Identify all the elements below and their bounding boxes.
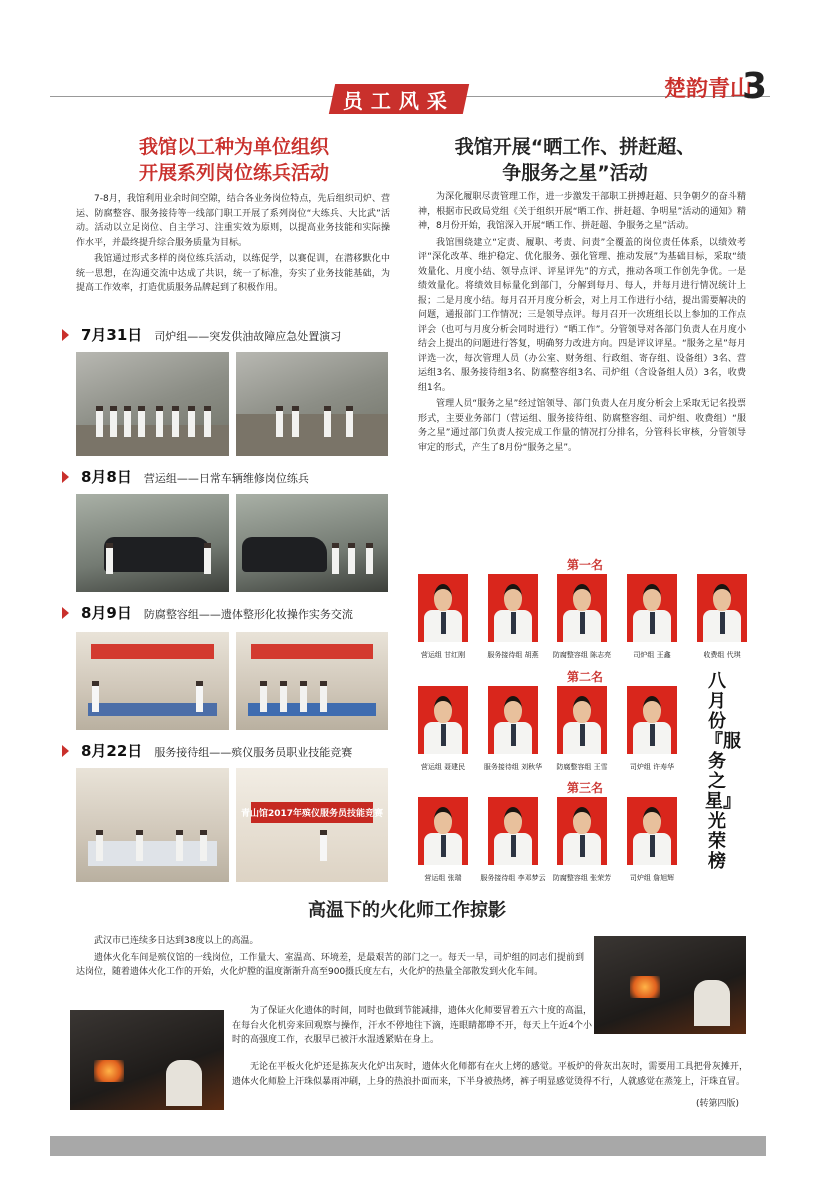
event-photo (76, 768, 229, 882)
staff-caption: 营运组 聂建民 (420, 763, 466, 771)
article2-title (420, 134, 730, 186)
cremation-photo (594, 936, 746, 1034)
event-photo (76, 352, 229, 456)
staff-portrait (488, 797, 538, 865)
arrow-icon (62, 471, 69, 483)
event-text: 防腐整容组——遗体整形化妆操作实务交流 (143, 608, 353, 621)
article1-title-line1: 我馆以工种为单位组织 (138, 136, 329, 158)
event-date: 8月22日 (81, 742, 143, 760)
article2-body (418, 190, 746, 457)
staff-portrait (488, 686, 538, 754)
staff-portrait (627, 686, 677, 754)
article2-paragraph: 我馆围绕建立“定责、履职、考责、问责”全覆盖的岗位责任体系，以绩效考评“深化改革、维护稳定、优化服务、强化管理、推动发展”为基础目标，采取“绩效量化、月度小结、领导点评、评星评先”的方式，推动各项工作创先争优。一是绩效量化。将绩效目标量化到部门，分解到每月、每人，并每月进行情况统计上报；二是月度小结。每月召开月度分析会，对上月工作进行小结，提出需要解决的问题，通报部门工作情况；三是领导点评。每月召开一次班组长以上参加的工作点评会（也可与月度分析会同时进行）“晒工作”。分管领导对各部门负责人在月度小结会上提出的问题进行答复，明确努力改进方向。四是评议评星。“服务之星”每月评选一次，每次管理人员（办公室、财务组、行政组、寄存组、设备组）3名、营运组3名、服务接待组3名、防腐整容组3名、司炉组（含设备组人员）3名，收费组1名。 (418, 237, 746, 393)
brand-logo-text: 楚韵青山 (664, 76, 753, 102)
article3-body-bottom (232, 1060, 748, 1091)
staff-caption: 防腐整容组 陈志亮 (552, 651, 612, 659)
staff-portrait (627, 574, 677, 642)
article3-title: 高温下的火化师工作掠影 (308, 900, 506, 921)
article1-title (76, 134, 392, 186)
cremation-photo (70, 1010, 224, 1110)
staff-caption: 防腐整容组 张荣芳 (552, 874, 612, 882)
staff-caption: 防腐整容组 王雪 (556, 763, 608, 771)
event-photo (236, 352, 388, 456)
event-text: 服务接待组——殡仪服务员职业技能竞赛 (154, 746, 353, 759)
honor-roll-title: 八月份『服务之星』光荣榜 (705, 671, 741, 872)
event-text: 司炉组——突发供油故障应急处置演习 (154, 330, 342, 343)
section-title: 员工风采 (343, 88, 455, 113)
staff-portrait (557, 574, 607, 642)
staff-caption: 营运组 甘红刚 (420, 651, 466, 659)
staff-caption: 司炉组 詹旭辉 (629, 874, 675, 882)
staff-portrait (627, 797, 677, 865)
event-heading (62, 602, 353, 623)
article2-paragraph: 管理人员“服务之星”经过馆领导、部门负责人在月度分析会上采取无记名投票形式，主要业务部门（营运组、服务接待组、防腐整容组、司炉组、收费组）“服务之星”通过部门负责人按完成工作量的情况打分排名，分管科长审核，分管领导审定的形式，产生了8月份“服务之星”。 (418, 399, 746, 453)
staff-portrait (557, 686, 607, 754)
page-number: 3 (742, 66, 768, 107)
article2-title-line1: 我馆开展“晒工作、拼赶超、 (454, 136, 696, 158)
article1-paragraph: 7-8月，我馆利用业余时间空隙，结合各业务岗位特点，先后组织司炉、营运、防腐整容、服务接待等一线部门职工开展了系列岗位“大练兵、大比武”活动。活动以立足岗位、自主学习、注重实效为原则，以提高业务技能和实际操作水平，并最终提升综合服务质量为目标。 (76, 194, 390, 248)
section-banner (329, 84, 469, 114)
staff-caption: 司炉组 王鑫 (633, 651, 671, 659)
event-photo (236, 768, 388, 882)
staff-portrait (418, 686, 468, 754)
continued-note: (转第四版) (696, 1099, 740, 1109)
staff-caption: 服务接待组 刘秋华 (483, 763, 543, 771)
footer-bar (50, 1136, 766, 1156)
event-heading (62, 466, 309, 487)
staff-caption: 收费组 代琪 (703, 651, 741, 659)
staff-caption: 服务接待组 李邓梦云 (480, 874, 546, 882)
article3-paragraph: 无论在平板火化炉还是拣灰火化炉出灰时，遗体火化师都有在火上烤的感觉。平板炉的骨灰出灰时，需要用工具把骨灰摊开，遗体火化师脸上汗珠似暴雨冲刷，上身的热浪扑面而来，下半身被热烤，裤子明显感觉烫得不行，人就感觉在蒸笼上，汗珠直冒。 (232, 1062, 748, 1087)
event-photo (76, 494, 229, 592)
event-photo (76, 632, 229, 730)
award-tier-label: 第一名 (566, 558, 603, 572)
article1-paragraph: 我馆通过形式多样的岗位练兵活动，以练促学，以赛促训，在潜移默化中统一思想，在沟通交流中达成了共识，统一了标准，夯实了业务技能基础，为提高工作效率，打造优质服务品牌起到了积极作用。 (76, 254, 390, 293)
staff-portrait (488, 574, 538, 642)
staff-portrait (418, 797, 468, 865)
event-photo (236, 632, 388, 730)
award-tier-label: 第三名 (566, 781, 603, 795)
event-text: 营运组——日常车辆维修岗位练兵 (143, 472, 309, 485)
article3-paragraph: 遗体火化车间是殡仪馆的一线岗位，工作量大、室温高、环境差，是最艰苦的部门之一。每天一早，司炉组的同志们提前到达岗位，随着遗体火化工作的开始，火化炉膛的温度渐渐升高至900摄氏度左右，火化炉的热量全部散发到火化车间。 (76, 952, 584, 977)
article3-paragraph: 为了保证火化遗体的时间，同时也做到节能减排，遗体火化师要冒着五六十度的高温，在每台火化机旁来回观察与操作，汗水不停地往下滴，连眼睛都睁不开，每天上午近4个小时的高强度工作，衣服早已被汗水湿透紧贴在身上。 (232, 1006, 593, 1045)
staff-portrait (418, 574, 468, 642)
article3-body-mid (232, 1004, 592, 1050)
arrow-icon (62, 607, 69, 619)
article1-body (76, 192, 390, 298)
event-photo (236, 494, 388, 592)
article1-title-line2: 开展系列岗位练兵活动 (138, 162, 329, 184)
staff-portrait (697, 574, 747, 642)
event-date: 7月31日 (81, 326, 143, 344)
event-date: 8月9日 (81, 604, 132, 622)
article3-paragraph: 武汉市已连续多日达到38度以上的高温。 (94, 936, 259, 946)
arrow-icon (62, 329, 69, 341)
article2-title-line2: 争服务之星”活动 (502, 162, 648, 184)
award-tier-label: 第二名 (566, 670, 603, 684)
arrow-icon (62, 745, 69, 757)
staff-caption: 司炉组 许寿华 (629, 763, 675, 771)
article3-body-top (76, 934, 584, 982)
banner-text: 青山馆2017年殡仪服务员技能竞赛 (240, 808, 384, 819)
event-heading (62, 740, 352, 761)
event-date: 8月8日 (81, 468, 132, 486)
article2-paragraph: 为深化履职尽责管理工作，进一步激发干部职工拼搏赶超、只争朝夕的奋斗精神，根据市民政局党组《关于组织开展“晒工作、拼赶超、争明星”活动的通知》精神，8月份开始，我馆深入开展“晒工作、拼赶超、争服务之星”活动。 (418, 192, 746, 231)
staff-caption: 服务接待组 胡燕 (487, 651, 539, 659)
staff-portrait (557, 797, 607, 865)
event-heading (62, 324, 341, 345)
staff-caption: 营运组 张瑞 (424, 874, 462, 882)
